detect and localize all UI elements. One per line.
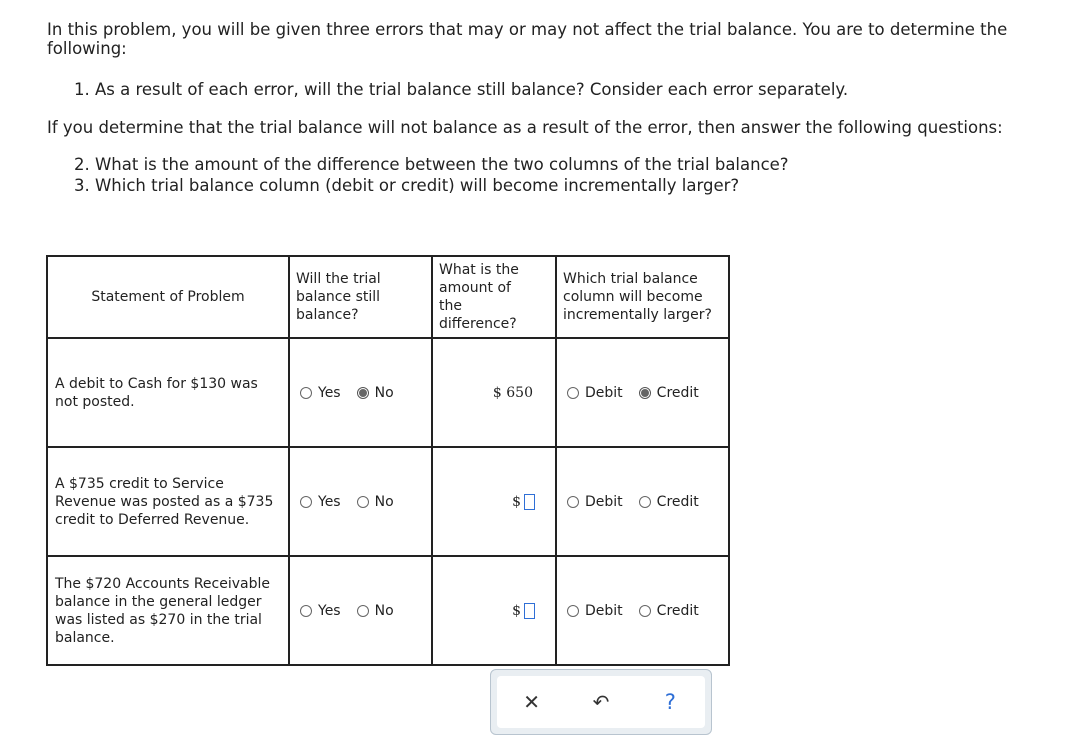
yes-option[interactable]: Yes: [300, 385, 341, 401]
credit-option[interactable]: Credit: [639, 494, 699, 510]
statement-cell: A $735 credit to Service Revenue was posted as a $735 credit to Deferred Revenue.: [47, 447, 289, 556]
no-option[interactable]: No: [357, 385, 394, 401]
no-option[interactable]: No: [357, 494, 394, 510]
amount-input[interactable]: [524, 603, 535, 619]
amount-value: $ 650: [492, 384, 533, 401]
intro-paragraph: In this problem, you will be given three errors that may or may not affect the trial balance. You are to determine the following:: [47, 20, 1008, 58]
balance-cell: [289, 447, 432, 556]
yes-option[interactable]: Yes: [300, 603, 341, 619]
debit-option[interactable]: Debit: [567, 603, 623, 619]
question-2: 2. What is the amount of the difference between the two columns of the trial balance?: [74, 155, 789, 174]
table-row: [47, 556, 729, 665]
radio-icon[interactable]: [567, 605, 579, 617]
radio-icon[interactable]: [300, 605, 312, 617]
column-cell: [556, 447, 729, 556]
column-cell: [556, 338, 729, 447]
header-balance: Will the trial balance still balance?: [289, 256, 432, 338]
radio-icon[interactable]: [300, 496, 312, 508]
table-header-row: [47, 256, 729, 338]
amount-cell: [432, 338, 556, 447]
close-icon[interactable]: ✕: [523, 690, 541, 714]
balance-cell: [289, 338, 432, 447]
statement-cell: A debit to Cash for $130 was not posted.: [47, 338, 289, 447]
radio-icon[interactable]: [639, 605, 651, 617]
table-row: [47, 447, 729, 556]
undo-icon[interactable]: ↶: [592, 690, 610, 714]
amount-input[interactable]: [524, 494, 535, 510]
radio-icon[interactable]: [639, 496, 651, 508]
statement-cell: The $720 Accounts Receivable balance in the general ledger was listed as $270 in the trial balance.: [47, 556, 289, 665]
credit-option[interactable]: Credit: [639, 385, 699, 401]
error-analysis-table: [46, 255, 730, 666]
amount-cell: $: [432, 447, 556, 556]
amount-cell: $: [432, 556, 556, 665]
balance-cell: [289, 556, 432, 665]
radio-icon[interactable]: [567, 387, 579, 399]
help-icon[interactable]: ?: [664, 690, 676, 714]
credit-option[interactable]: Credit: [639, 603, 699, 619]
header-column: Which trial balance column will become incrementally larger?: [556, 256, 729, 338]
debit-option[interactable]: Debit: [567, 385, 623, 401]
no-option[interactable]: No: [357, 603, 394, 619]
condition-text: If you determine that the trial balance will not balance as a result of the error, then answer the following questions:: [47, 118, 1003, 137]
header-amount: What is the amount of the difference?: [432, 256, 556, 338]
header-statement: Statement of Problem: [47, 256, 289, 338]
radio-selected-icon[interactable]: [357, 387, 369, 399]
radio-icon[interactable]: [300, 387, 312, 399]
radio-selected-icon[interactable]: [639, 387, 651, 399]
answer-toolbar: [490, 669, 712, 735]
question-3: 3. Which trial balance column (debit or credit) will become incrementally larger?: [74, 176, 740, 195]
column-cell: [556, 556, 729, 665]
radio-icon[interactable]: [567, 496, 579, 508]
table-row: [47, 338, 729, 447]
radio-icon[interactable]: [357, 605, 369, 617]
debit-option[interactable]: Debit: [567, 494, 623, 510]
yes-option[interactable]: Yes: [300, 494, 341, 510]
question-1: 1. As a result of each error, will the trial balance still balance? Consider each error separately.: [74, 80, 849, 99]
radio-icon[interactable]: [357, 496, 369, 508]
